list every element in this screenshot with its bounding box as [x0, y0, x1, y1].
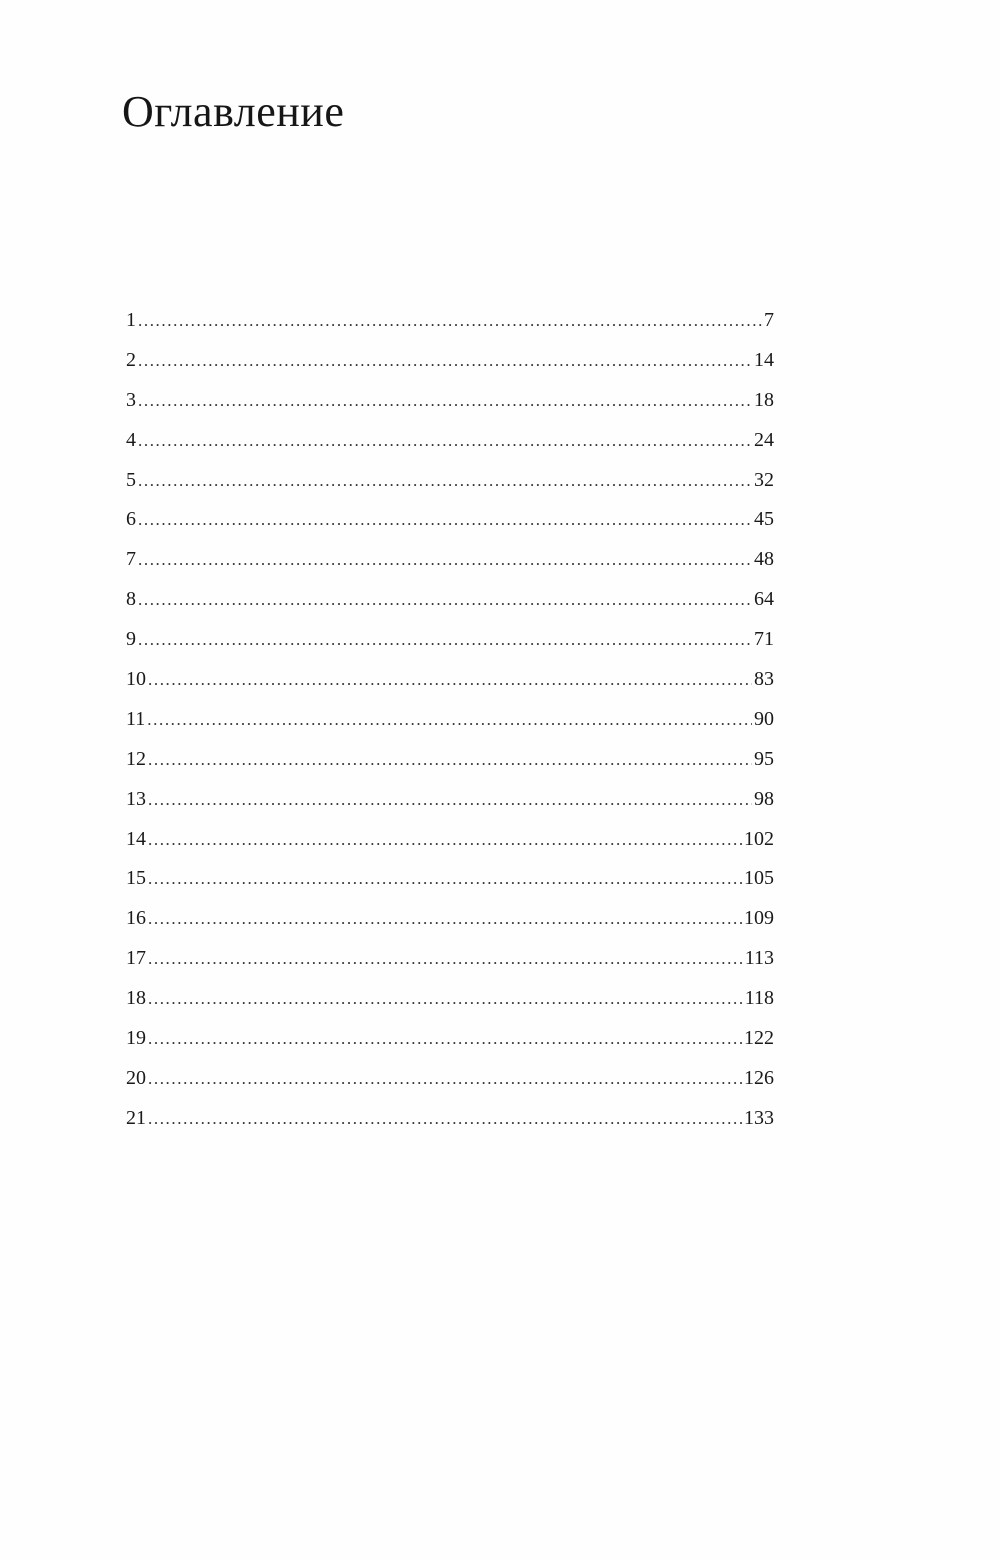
- chapter-number: 12: [126, 747, 146, 770]
- dot-leader: [148, 865, 742, 893]
- chapter-number: 9: [126, 628, 136, 651]
- dot-leader: [138, 427, 752, 455]
- dot-leader: [148, 1105, 742, 1133]
- toc-entry[interactable]: [126, 944, 774, 984]
- toc-entry[interactable]: [126, 825, 774, 865]
- page-title: Оглавление: [122, 87, 345, 136]
- chapter-number: 15: [126, 867, 146, 890]
- toc-entry[interactable]: [126, 1104, 774, 1144]
- toc-entry[interactable]: [126, 984, 774, 1024]
- page-number: 98: [754, 787, 774, 810]
- toc-entry[interactable]: [126, 665, 774, 705]
- dot-leader: [148, 1025, 742, 1053]
- dot-leader: [148, 945, 743, 973]
- dot-leader: [148, 826, 742, 854]
- chapter-number: 14: [126, 827, 146, 850]
- dot-leader: [138, 506, 752, 534]
- dot-leader: [148, 1065, 742, 1093]
- page-number: 118: [744, 987, 774, 1010]
- toc-entry[interactable]: [126, 466, 774, 506]
- dot-leader: [138, 586, 752, 614]
- dot-leader: [148, 746, 752, 774]
- page-number: 133: [744, 1106, 774, 1129]
- page-number: 90: [754, 707, 774, 730]
- dot-leader: [138, 307, 762, 335]
- chapter-number: 21: [126, 1106, 146, 1129]
- page-number: 7: [764, 309, 774, 331]
- toc-entry[interactable]: [126, 505, 774, 545]
- toc-entry[interactable]: [126, 386, 774, 426]
- chapter-number: 4: [126, 428, 136, 451]
- dot-leader: [138, 626, 752, 654]
- toc-entry[interactable]: [126, 426, 774, 466]
- chapter-number: 20: [126, 1066, 146, 1089]
- toc-entry[interactable]: [126, 1064, 774, 1104]
- table-of-contents: [126, 306, 774, 1144]
- page-number: 64: [754, 588, 774, 611]
- page-number: 48: [754, 548, 774, 571]
- page-number: 113: [744, 947, 774, 970]
- dot-leader: [138, 347, 752, 375]
- page-number: 122: [744, 1027, 774, 1050]
- page-number: 32: [754, 468, 774, 491]
- toc-entry[interactable]: [126, 346, 774, 386]
- dot-leader: [148, 666, 752, 694]
- chapter-number: 18: [126, 987, 146, 1010]
- page-number: 126: [744, 1066, 774, 1089]
- chapter-number: 5: [126, 468, 136, 491]
- chapter-number: 6: [126, 508, 136, 531]
- page-number: 83: [754, 668, 774, 691]
- toc-entry[interactable]: [126, 306, 774, 346]
- toc-entry[interactable]: [126, 785, 774, 825]
- page-number: 14: [754, 348, 774, 371]
- page-number: 71: [754, 628, 774, 651]
- toc-entry[interactable]: [126, 745, 774, 785]
- toc-entry[interactable]: [126, 545, 774, 585]
- dot-leader: [138, 546, 752, 574]
- chapter-number: 13: [126, 787, 146, 810]
- toc-entry[interactable]: [126, 585, 774, 625]
- toc-entry[interactable]: [126, 625, 774, 665]
- chapter-number: 11: [126, 707, 146, 730]
- page-number: 105: [744, 867, 774, 890]
- chapter-number: 3: [126, 388, 136, 411]
- chapter-number: 7: [126, 548, 136, 571]
- page-number: 102: [744, 827, 774, 850]
- chapter-number: 10: [126, 668, 146, 691]
- chapter-number: 17: [126, 947, 146, 970]
- page-number: 45: [754, 508, 774, 531]
- dot-leader: [148, 905, 742, 933]
- chapter-number: 16: [126, 907, 146, 930]
- dot-leader: [138, 467, 752, 495]
- page-number: 109: [744, 907, 774, 930]
- chapter-number: 2: [126, 348, 136, 371]
- page-number: 18: [754, 388, 774, 411]
- page-number: 24: [754, 428, 774, 451]
- dot-leader: [148, 786, 752, 814]
- dot-leader: [138, 387, 752, 415]
- page-number: 95: [754, 747, 774, 770]
- chapter-number: 8: [126, 588, 136, 611]
- chapter-number: 19: [126, 1027, 146, 1050]
- toc-entry[interactable]: [126, 864, 774, 904]
- toc-entry[interactable]: [126, 1024, 774, 1064]
- chapter-number: 1: [126, 309, 136, 331]
- toc-entry[interactable]: [126, 705, 774, 745]
- dot-leader: [148, 985, 743, 1013]
- dot-leader: [147, 706, 752, 734]
- toc-entry[interactable]: [126, 904, 774, 944]
